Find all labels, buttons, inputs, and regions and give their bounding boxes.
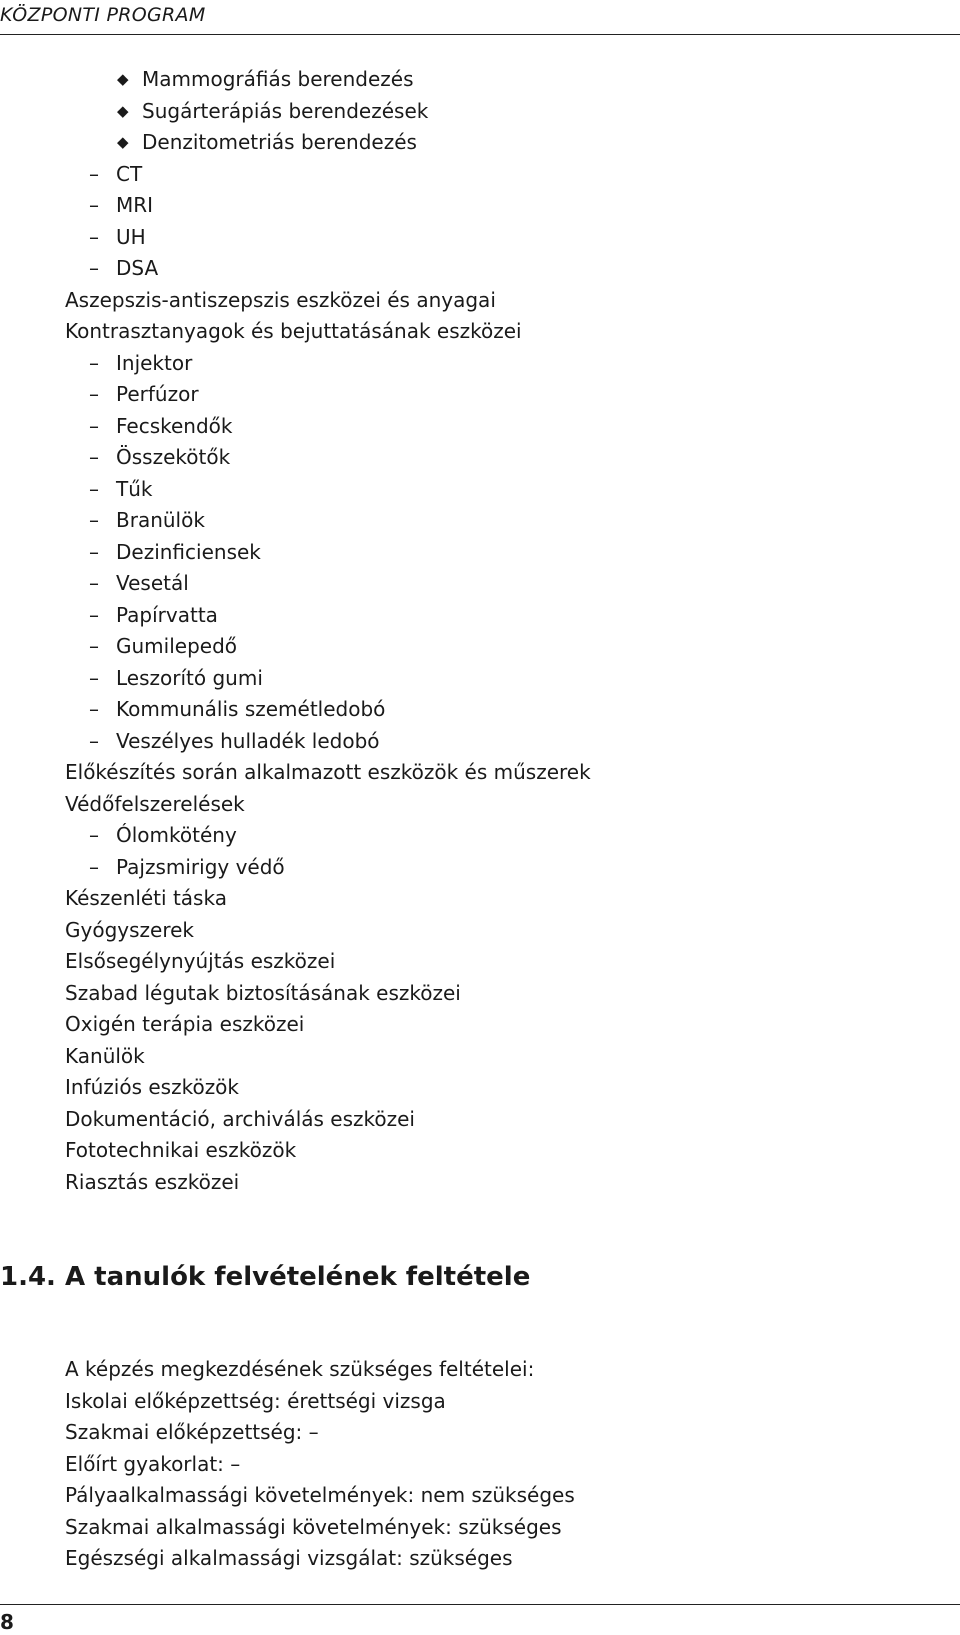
list-item-text: Kanülök [65,1043,145,1068]
list-item [0,537,960,569]
list-item [0,1135,960,1167]
footer-divider [0,1604,960,1605]
list-item [0,505,960,537]
list-item-text: Papírvatta [116,602,218,627]
list-item [0,348,960,380]
list-item [0,1072,960,1104]
list-item [0,883,960,915]
list-item [0,946,960,978]
diamond-bullet-icon: ◆ [117,133,129,151]
list-item [0,1041,960,1073]
list-item [0,1104,960,1136]
list-item-text: Kommunális szemétledobó [116,697,386,721]
list-item [0,222,960,254]
list-item-text: Dezinficiensek [116,539,261,564]
list-item-text: Branülök [116,508,205,532]
dash-bullet-icon: – [89,539,99,564]
list-item-text: Leszorító gumi [116,665,263,690]
list-item-text: Készenléti táska [65,886,227,910]
list-item-text: Denzitometriás berendezés [142,130,417,154]
list-item-text: Fecskendők [116,413,233,438]
list-item-text: Infúziós eszközök [65,1075,240,1099]
requirement-line: Szakmai előképzettség: – [65,1420,319,1444]
dash-bullet-icon: – [89,602,99,627]
list-item-text: Fototechnikai eszközök [65,1138,297,1162]
dash-bullet-icon: – [89,193,99,217]
list-item [0,253,960,285]
list-item [0,978,960,1010]
list-item-text: DSA [116,256,159,280]
diamond-bullet-icon: ◆ [117,70,129,88]
requirement-line: Szakmai alkalmassági követelmények: szükséges [65,1514,562,1539]
list-item-text: Vesetál [116,571,189,595]
list-item-text: Ólomkötény [116,823,237,847]
list-item [0,568,960,600]
list-item [0,789,960,821]
equipment-list [0,64,960,1198]
dash-bullet-icon: – [89,823,99,847]
list-item-text: Tűk [116,476,153,501]
dash-bullet-icon: – [89,728,99,753]
list-item-text: MRI [116,193,154,217]
list-item [0,600,960,632]
page-number: 8 [0,1610,14,1634]
list-item [0,915,960,947]
list-item-text: Kontrasztanyagok és bejuttatásának eszközei [65,319,522,343]
list-item-text: Gyógyszerek [65,917,194,942]
list-item-text: Sugárterápiás berendezések [142,98,429,123]
running-header: KÖZPONTI PROGRAM [0,4,206,26]
list-item [0,96,960,128]
dash-bullet-icon: – [89,476,99,501]
list-item [0,726,960,758]
list-item [0,190,960,222]
list-item-text: Veszélyes hulladék ledobó [116,728,380,753]
list-item [0,64,960,96]
list-item [0,820,960,852]
list-item-text: Védőfelszerelések [65,791,245,816]
dash-bullet-icon: – [89,634,99,658]
dash-bullet-icon: – [89,571,99,595]
list-item-text: Riasztás eszközei [65,1169,240,1194]
list-item [0,1009,960,1041]
requirement-line: Egészségi alkalmassági vizsgálat: szükséges [65,1546,513,1570]
list-item-text: Perfúzor [116,382,199,406]
admission-requirements-list [0,1354,960,1575]
list-item [0,442,960,474]
dash-bullet-icon: – [89,697,99,721]
list-item [0,757,960,789]
requirement-line: Iskolai előképzettség: érettségi vizsga [65,1388,446,1413]
dash-bullet-icon: – [89,350,99,375]
list-item-text: Mammográfiás berendezés [142,67,414,91]
list-item [0,127,960,159]
list-item [0,852,960,884]
list-item-text: CT [116,161,143,186]
list-item [0,694,960,726]
requirement-line: A képzés megkezdésének szükséges feltételei: [65,1357,535,1381]
list-item [0,631,960,663]
list-item-text: Gumilepedő [116,634,238,658]
dash-bullet-icon: – [89,413,99,438]
list-item-text: Elsősegélynyújtás eszközei [65,949,336,973]
list-item [0,159,960,191]
list-item [0,1167,960,1199]
dash-bullet-icon: – [89,665,99,690]
list-item-text: Pajzsmirigy védő [116,854,285,879]
diamond-bullet-icon: ◆ [117,101,129,120]
list-item-text: Összekötők [116,445,231,469]
dash-bullet-icon: – [89,508,99,532]
dash-bullet-icon: – [89,382,99,406]
list-item [0,285,960,317]
dash-bullet-icon: – [89,854,99,879]
list-item [0,316,960,348]
list-item [0,379,960,411]
list-item-text: UH [116,224,146,249]
dash-bullet-icon: – [89,161,99,186]
list-item-text: Előkészítés során alkalmazott eszközök és műszerek [65,760,591,784]
list-item [0,411,960,443]
list-item [0,474,960,506]
list-item-text: Szabad légutak biztosításának eszközei [65,980,461,1005]
dash-bullet-icon: – [89,256,99,280]
requirement-line: Előírt gyakorlat: – [65,1451,241,1476]
requirement-line: Pályaalkalmassági követelmények: nem szükséges [65,1483,575,1507]
header-divider [0,34,960,35]
dash-bullet-icon: – [89,224,99,249]
section-heading: 1.4. A tanulók felvételének feltétele [0,1262,531,1292]
list-item-text: Injektor [116,350,193,375]
list-item-text: Aszepszis-antiszepszis eszközei és anyagai [65,287,496,312]
list-item-text: Oxigén terápia eszközei [65,1012,305,1036]
list-item-text: Dokumentáció, archiválás eszközei [65,1106,415,1131]
list-item [0,663,960,695]
dash-bullet-icon: – [89,445,99,469]
